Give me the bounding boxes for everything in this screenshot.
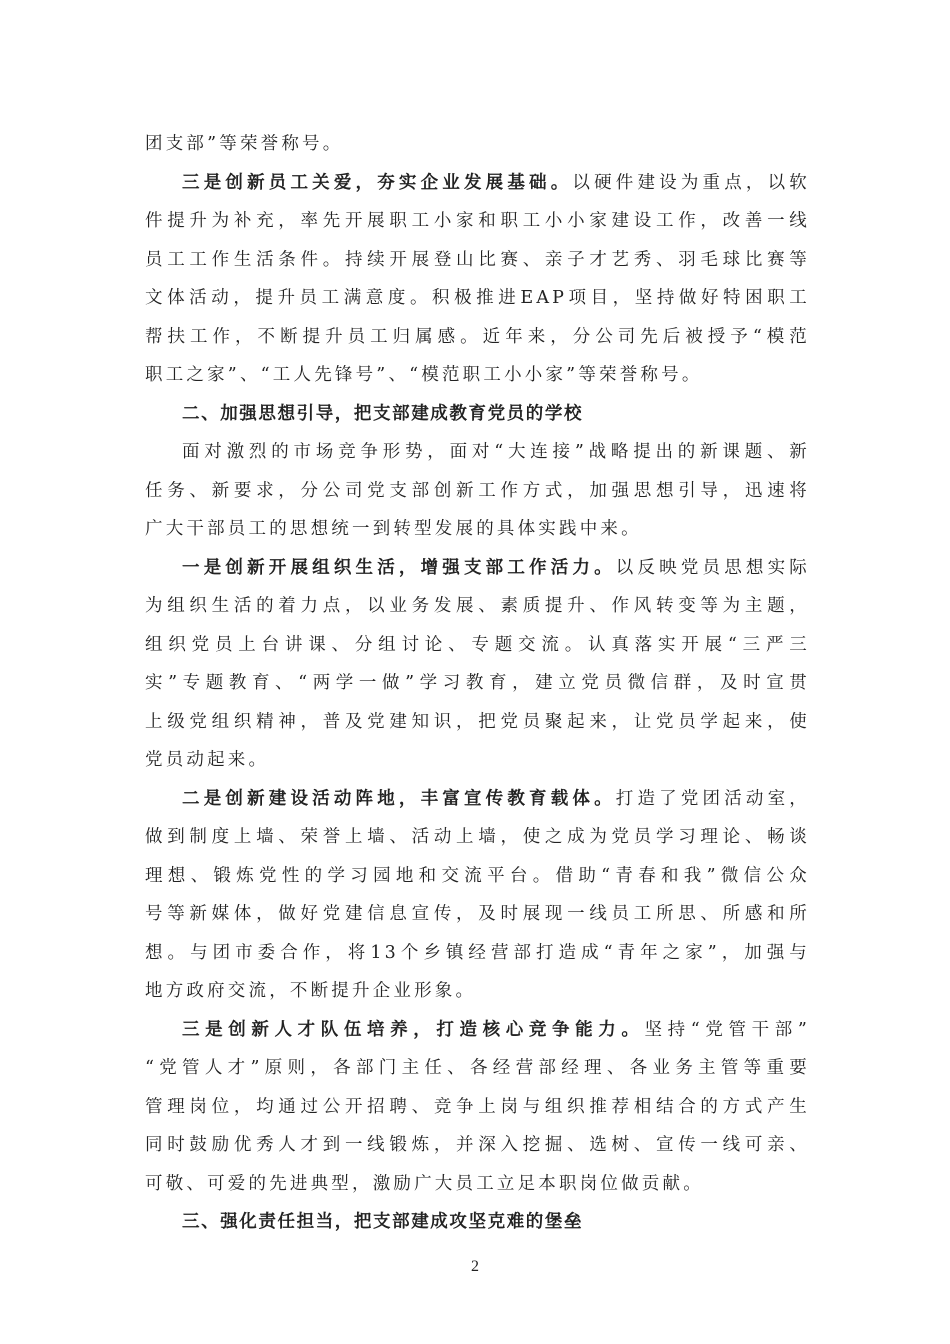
line-text: 以反映党员思想实际 — [615, 557, 810, 578]
paragraph-line: 实”专题教育、“两学一做”学习教育，建立党员微信群，及时宣贯 — [145, 673, 810, 693]
paragraph-line — [145, 125, 810, 164]
section-heading: 二、加强思想引导，把支部建成教育党员的学校 — [182, 403, 584, 424]
paragraph-line — [145, 1011, 810, 1050]
paragraph-line: 同时鼓励优秀人才到一线锻炼，并深入挖掘、选树、宣传一线可亲、 — [145, 1135, 810, 1155]
line-text: 团支部”等荣誉称号。 — [145, 134, 344, 154]
paragraph-line — [145, 549, 810, 588]
paragraph-line: 文体活动，提升员工满意度。积极推进EAP项目，坚持做好特困职工 — [145, 288, 810, 308]
paragraph-lead: 二是创新建设活动阵地，丰富宣传教育载体。 — [182, 788, 616, 809]
paragraph-line: 件提升为补充，率先开展职工小家和职工小小家建设工作，改善一线 — [145, 211, 810, 231]
paragraph-line: “党管人才”原则，各部门主任、各经营部经理、各业务主管等重要 — [145, 1058, 810, 1078]
section-heading: 三、强化责任担当，把支部建成攻坚克难的堡垒 — [182, 1212, 584, 1232]
paragraph-line — [145, 780, 810, 819]
paragraph-line: 员工工作生活条件。持续开展登山比赛、亲子才艺秀、羽毛球比赛等 — [145, 249, 810, 270]
document-body — [145, 125, 810, 1242]
paragraph-line: 号等新媒体，做好党建信息宣传，及时展现一线员工所思、所感和所 — [145, 904, 810, 924]
paragraph-lead: 三是创新人才队伍培养，打造核心竞争能力。 — [182, 1019, 645, 1040]
paragraph-line: 面对激烈的市场竞争形势，面对“大连接”战略提出的新课题、新 — [182, 442, 810, 462]
paragraph-line: 为组织生活的着力点，以业务发展、素质提升、作风转变等为主题， — [145, 596, 810, 616]
paragraph-line: 想。与团市委合作，将13个乡镇经营部打造成“青年之家”，加强与 — [145, 942, 810, 963]
line-text: 打造了党团活动室， — [615, 788, 810, 809]
paragraph-line: 理想、锻炼党性的学习园地和交流平台。借助“青春和我”微信公众 — [145, 865, 810, 886]
paragraph-line: 任务、新要求，分公司党支部创新工作方式，加强思想引导，迅速将 — [145, 480, 810, 501]
paragraph-line: 地方政府交流，不断提升企业形象。 — [145, 981, 477, 1001]
paragraph-line — [145, 164, 810, 203]
paragraph-line: 做到制度上墙、荣誉上墙、活动上墙，使之成为党员学习理论、畅谈 — [145, 827, 810, 847]
paragraph-line: 上级党组织精神，普及党建知识，把党员聚起来，让党员学起来，使 — [145, 711, 810, 732]
paragraph-line: 职工之家”、“工人先锋号”、“模范职工小小家”等荣誉称号。 — [145, 365, 703, 385]
paragraph-lead: 三是创新员工关爱，夯实企业发展基础。 — [182, 172, 573, 193]
paragraph-line: 广大干部员工的思想统一到转型发展的具体实践中来。 — [145, 519, 642, 539]
line-text: 以硬件建设为重点，以软 — [572, 172, 810, 193]
paragraph-line: 组织党员上台讲课、分组讨论、专题交流。认真落实开展“三严三 — [145, 634, 810, 655]
paragraph-line: 帮扶工作，不断提升员工归属感。近年来，分公司先后被授予“模范 — [145, 326, 810, 347]
paragraph-line: 可敬、可爱的先进典型，激励广大员工立足本职岗位做贡献。 — [145, 1173, 704, 1194]
paragraph-line: 党员动起来。 — [145, 750, 270, 770]
line-text: 坚持“党管干部” — [644, 1019, 810, 1040]
paragraph-lead: 一是创新开展组织生活，增强支部工作活力。 — [182, 557, 616, 578]
paragraph-line: 管理岗位，均通过公开招聘、竞争上岗与组织推荐相结合的方式产生 — [145, 1096, 810, 1117]
page-number: 2 — [471, 1258, 479, 1275]
